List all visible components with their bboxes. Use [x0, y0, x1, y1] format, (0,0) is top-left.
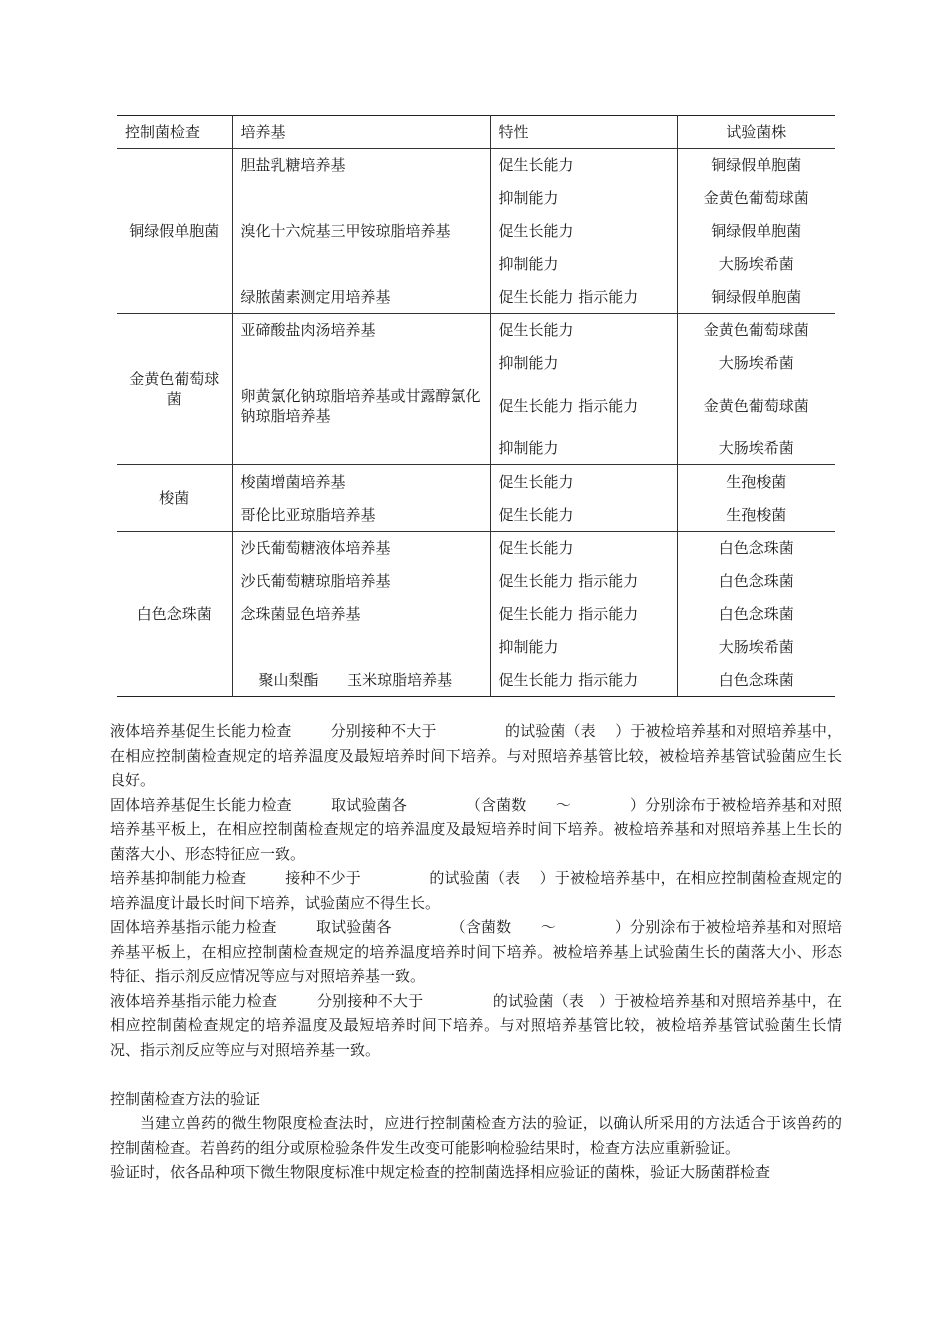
- property-cell: 促生长能力: [490, 465, 677, 498]
- medium-cell: [232, 247, 490, 280]
- paragraph-liquid-indicator-check: 液体培养基指示能力检查 分别接种不大于 的试验菌（表 ）于被检培养基和对照培养基中，在相应控制菌检查规定的培养温度及最短培养时间下培养。与对照培养基管比较，被检培养基管试验菌生长情况、指示剂反应等应与对照培养基一致。: [110, 991, 842, 1059]
- property-cell: 促生长能力: [490, 498, 677, 531]
- medium-cell: 胆盐乳糖培养基: [232, 149, 490, 182]
- property-cell: 抑制能力: [490, 182, 677, 215]
- property-cell: 抑制能力: [490, 432, 677, 465]
- header-property: 特性: [490, 116, 677, 149]
- group-name: 梭菌: [117, 465, 232, 532]
- strain-cell: 金黄色葡萄球菌: [677, 313, 835, 346]
- medium-cell: [232, 630, 490, 663]
- medium-cell: 梭菌增菌培养基: [232, 465, 490, 498]
- table-row: [117, 531, 835, 564]
- table-row: [117, 313, 835, 346]
- medium-cell: [232, 432, 490, 465]
- medium-cell: 卵黄氯化钠琼脂培养基或甘露醇氯化钠琼脂培养基: [232, 380, 490, 432]
- table-row: [117, 149, 835, 182]
- control-bacteria-medium-table: [117, 115, 835, 697]
- group-name: 白色念珠菌: [117, 531, 232, 696]
- medium-cell: 溴化十六烷基三甲铵琼脂培养基: [232, 215, 490, 248]
- header-test-strain: 试验菌株: [677, 116, 835, 149]
- strain-cell: 白色念珠菌: [677, 531, 835, 564]
- paragraph-gap: [110, 1062, 842, 1087]
- group-name: 金黄色葡萄球菌: [117, 313, 232, 464]
- medium-cell: 绿脓菌素测定用培养基: [232, 280, 490, 313]
- paragraph-method-validation: 当建立兽药的微生物限度检查法时，应进行控制菌检查方法的验证，以确认所采用的方法适合于该兽药的控制菌检查。若兽药的组分或原检验条件发生改变可能影响检验结果时，检查方法应重新验证。: [110, 1114, 842, 1157]
- body-text: [110, 719, 842, 1185]
- strain-cell: 金黄色葡萄球菌: [677, 182, 835, 215]
- strain-cell: 大肠埃希菌: [677, 347, 835, 380]
- paragraph-liquid-growth-promotion: 液体培养基促生长能力检查 分别接种不大于 的试验菌（表 ）于被检培养基和对照培养基中，在相应控制菌检查规定的培养温度及最短培养时间下培养。与对照培养基管比较，被检培养基管试验菌应生长良好。: [110, 722, 842, 789]
- property-cell: 抑制能力: [490, 630, 677, 663]
- group-name: 铜绿假单胞菌: [129, 221, 220, 240]
- strain-cell: 大肠埃希菌: [677, 432, 835, 465]
- medium-cell: [232, 347, 490, 380]
- paragraph-solid-indicator-check: 固体培养基指示能力检查 取试验菌各 （含菌数 ～ ）分别涂布于被检培养基和对照培养基平板上，在相应控制菌检查规定的培养温度培养时间下培养。被检培养基上试验菌生长的菌落大小、形态特征、指示剂反应情况等应与对照培养基一致。: [110, 918, 842, 985]
- table-header-row: [117, 116, 835, 149]
- property-cell: 促生长能力 指示能力: [490, 663, 677, 696]
- strain-cell: 白色念珠菌: [677, 598, 835, 631]
- medium-cell: [232, 182, 490, 215]
- medium-cell: 聚山梨酯 玉米琼脂培养基: [232, 663, 490, 696]
- property-cell: 促生长能力: [490, 215, 677, 248]
- strain-cell: 大肠埃希菌: [677, 247, 835, 280]
- section-heading: 控制菌检查方法的验证: [110, 1089, 261, 1108]
- strain-cell: 铜绿假单胞菌: [677, 215, 835, 248]
- property-cell: 抑制能力: [490, 347, 677, 380]
- property-cell: 促生长能力: [490, 149, 677, 182]
- property-cell: 促生长能力 指示能力: [490, 598, 677, 631]
- strain-cell: 生孢梭菌: [677, 465, 835, 498]
- property-cell: 促生长能力 指示能力: [490, 280, 677, 313]
- strain-cell: 金黄色葡萄球菌: [677, 380, 835, 432]
- property-cell: 促生长能力: [490, 531, 677, 564]
- strain-cell: 铜绿假单胞菌: [677, 280, 835, 313]
- paragraph-validation-strains: 验证时，依各品种项下微生物限度标准中规定检查的控制菌选择相应验证的菌株，验证大肠菌群检查: [110, 1163, 771, 1181]
- medium-cell: 亚碲酸盐肉汤培养基: [232, 313, 490, 346]
- medium-cell: 沙氏葡萄糖琼脂培养基: [232, 565, 490, 598]
- strain-cell: 铜绿假单胞菌: [677, 149, 835, 182]
- header-medium: 培养基: [232, 116, 490, 149]
- header-control-check: 控制菌检查: [117, 116, 232, 149]
- strain-cell: 生孢梭菌: [677, 498, 835, 531]
- medium-cell: 哥伦比亚琼脂培养基: [232, 498, 490, 531]
- paragraph-inhibition-check: 培养基抑制能力检查 接种不少于 的试验菌（表 ）于被检培养基中，在相应控制菌检查规定的培养温度计最长时间下培养，试验菌应不得生长。: [110, 869, 842, 912]
- property-cell: 促生长能力: [490, 313, 677, 346]
- paragraph-solid-growth-promotion: 固体培养基促生长能力检查 取试验菌各 （含菌数 ～ ）分别涂布于被检培养基和对照培养基平板上，在相应控制菌检查规定的培养温度及最短培养时间下培养。被检培养基和对照培养基上生长的菌落大小、形态特征应一致。: [110, 795, 842, 863]
- strain-cell: 大肠埃希菌: [677, 630, 835, 663]
- medium-cell: 念珠菌显色培养基: [232, 598, 490, 631]
- property-cell: 抑制能力: [490, 247, 677, 280]
- strain-cell: 白色念珠菌: [677, 565, 835, 598]
- property-cell: 促生长能力 指示能力: [490, 380, 677, 432]
- strain-cell: 白色念珠菌: [677, 663, 835, 696]
- medium-cell: 沙氏葡萄糖液体培养基: [232, 531, 490, 564]
- table-row: [117, 465, 835, 498]
- property-cell: 促生长能力 指示能力: [490, 565, 677, 598]
